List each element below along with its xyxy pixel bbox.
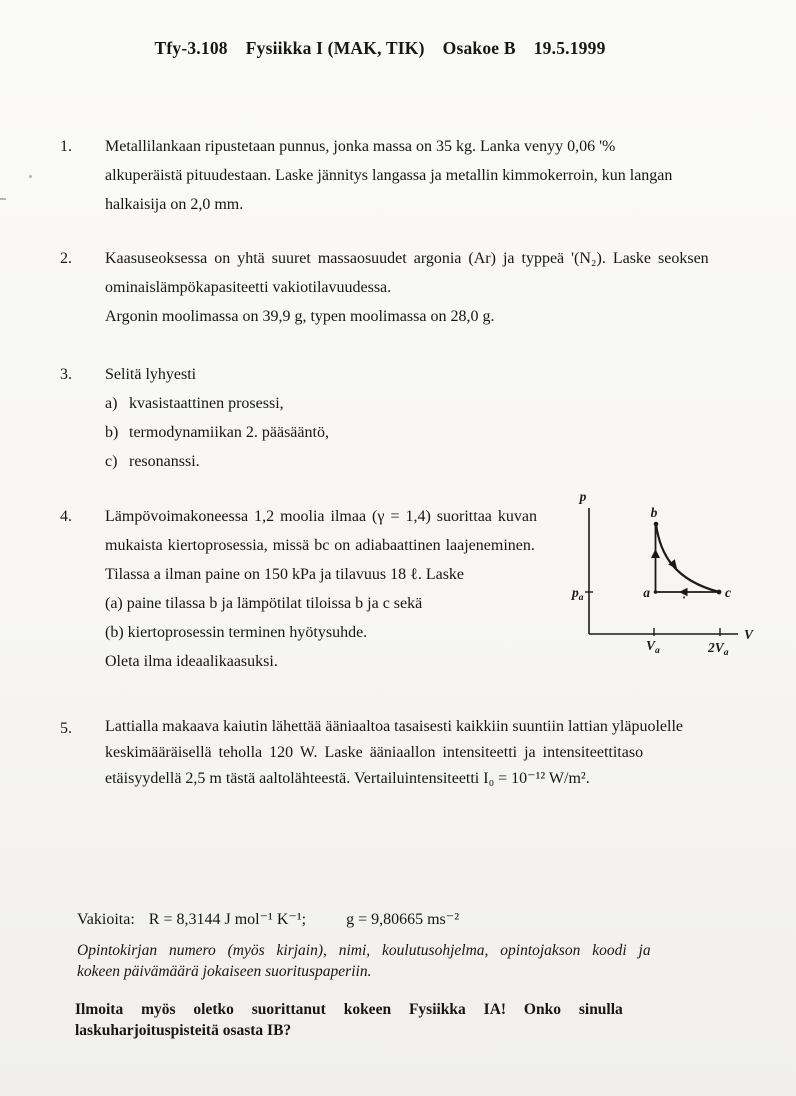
instruction-italic-line: kokeen päivämäärä jokaiseen suorituspaperiin. <box>77 963 372 980</box>
question-2-line: Argonin moolimassa on 39,9 g, typen moolimassa on 28,0 g. <box>105 308 495 325</box>
question-5 <box>60 714 683 792</box>
scan-speck <box>683 596 685 598</box>
scan-speck <box>29 175 32 178</box>
pv-x-axis-label: V <box>744 627 754 642</box>
page-title <box>0 38 760 59</box>
question-3-number: 3. <box>60 366 72 383</box>
constants-label: Vakioita: <box>77 911 135 928</box>
pv-label-a: a <box>643 585 650 600</box>
question-4-number: 4. <box>60 508 72 525</box>
subitem-letter: b) <box>105 424 119 441</box>
instruction-italic <box>77 940 651 982</box>
question-1-line: halkaisija on 2,0 mm. <box>105 196 244 213</box>
question-1-text <box>105 132 672 219</box>
question-1 <box>60 132 672 219</box>
pv-adiabat-bc <box>656 524 719 592</box>
question-1-line: Metallilankaan ripustetaan punnus, jonka massa on 35 kg. Lanka venyy 0,06 '% <box>105 138 616 155</box>
pv-label-pa: $p_a$ <box>572 585 584 603</box>
question-4-line: Tilassa a ilman paine on 150 kPa ja tilavuus 18 ℓ. Laske <box>105 566 465 583</box>
question-4-line: (a) paine tilassa b ja lämpötilat tiloissa b ja c sekä <box>105 595 423 612</box>
course-code: Tfy-3.108 <box>154 38 228 58</box>
question-5-line: keskimääräisellä teholla 120 W. Laske ääniaallon intensiteetti ja intensiteettitaso <box>105 744 644 761</box>
question-4-line: (b) kiertoprosessin terminen hyötysuhde. <box>105 624 368 641</box>
pv-label-2va: $2V_a$ <box>708 640 729 658</box>
question-4-line: mukaista kiertoprosessia, missä bc on adiabaattinen laajeneminen. <box>105 537 535 554</box>
instruction-bold-line: laskuharjoituspisteitä osasta IB? <box>75 1021 292 1039</box>
pv-y-axis-label: p <box>579 489 587 504</box>
instruction-italic-line: Opintokirjan numero (myös kirjain), nimi, koulutusohjelma, opintojakson koodi ja <box>77 942 651 959</box>
question-3-subitem-c <box>105 447 329 476</box>
question-4-line: Lämpövoimakoneessa 1,2 moolia ilmaa (γ = 1,4) suorittaa kuvan <box>105 508 537 525</box>
pv-arrow-left-icon <box>679 588 688 596</box>
subitem-letter: c) <box>105 453 118 470</box>
question-4-text <box>105 502 537 676</box>
course-name: Fysiikka I (MAK, TIK) <box>245 38 425 58</box>
subitem-letter: a) <box>105 395 118 412</box>
question-2-line: Kaasuseoksessa on yhtä suuret massaosuudet argonia (Ar) ja typpeä '(N₂). Laske seoksen <box>105 250 709 267</box>
question-2-number: 2. <box>60 250 72 267</box>
exam-part: Osakoe B <box>442 38 516 58</box>
pv-arrow-up-icon <box>651 549 660 558</box>
pv-point-c <box>717 590 722 595</box>
question-5-line: Lattialla makaava kaiutin lähettää ääniaaltoa tasaisesti kaikkiin suuntiin lattian yläpuolelle <box>105 718 684 735</box>
pv-label-va: $V_a$ <box>646 638 660 656</box>
question-5-line: etäisyydellä 2,5 m tästä aaltolähteestä. Vertailuintensiteetti I₀ = 10⁻¹² W/m². <box>105 770 590 787</box>
question-2-text <box>105 244 709 331</box>
question-5-number: 5. <box>60 720 72 737</box>
subitem-text: kvasistaattinen prosessi, <box>129 395 284 412</box>
pv-diagram <box>570 484 782 666</box>
question-3-intro: Selitä lyhyesti <box>105 366 197 383</box>
subitem-text: termodynamiikan 2. pääsääntö, <box>129 424 329 441</box>
question-2 <box>60 244 709 331</box>
question-3 <box>60 360 329 476</box>
question-2-line: ominaislämpökapasiteetti vakiotilavuudessa. <box>105 279 392 296</box>
question-1-number: 1. <box>60 138 72 155</box>
instruction-bold-line: Ilmoita myös oletko suorittanut kokeen Fysiikka IA! Onko sinulla <box>75 1001 623 1018</box>
question-3-subitem-a <box>105 389 329 418</box>
question-4 <box>60 502 537 676</box>
pv-label-b: b <box>650 505 658 520</box>
constant-R: R = 8,3144 J mol⁻¹ K⁻¹; <box>148 911 307 928</box>
pv-point-a <box>654 590 658 594</box>
constants-line <box>77 908 459 932</box>
question-4-line: Oleta ilma ideaalikaasuksi. <box>105 653 278 670</box>
instruction-bold <box>75 1000 623 1041</box>
question-5-text <box>105 714 683 792</box>
exam-date: 19.5.1999 <box>533 38 606 58</box>
constant-g: g = 9,80665 ms⁻² <box>346 911 459 928</box>
pv-point-b <box>654 522 659 527</box>
question-3-text <box>105 360 329 476</box>
scan-speck <box>0 198 6 200</box>
pv-label-c: c <box>725 585 731 600</box>
subitem-text: resonanssi. <box>129 453 200 470</box>
question-3-subitem-b <box>105 418 329 447</box>
question-1-line: alkuperäistä pituudestaan. Laske jännitys langassa ja metallin kimmokerroin, kun langan <box>105 167 673 184</box>
